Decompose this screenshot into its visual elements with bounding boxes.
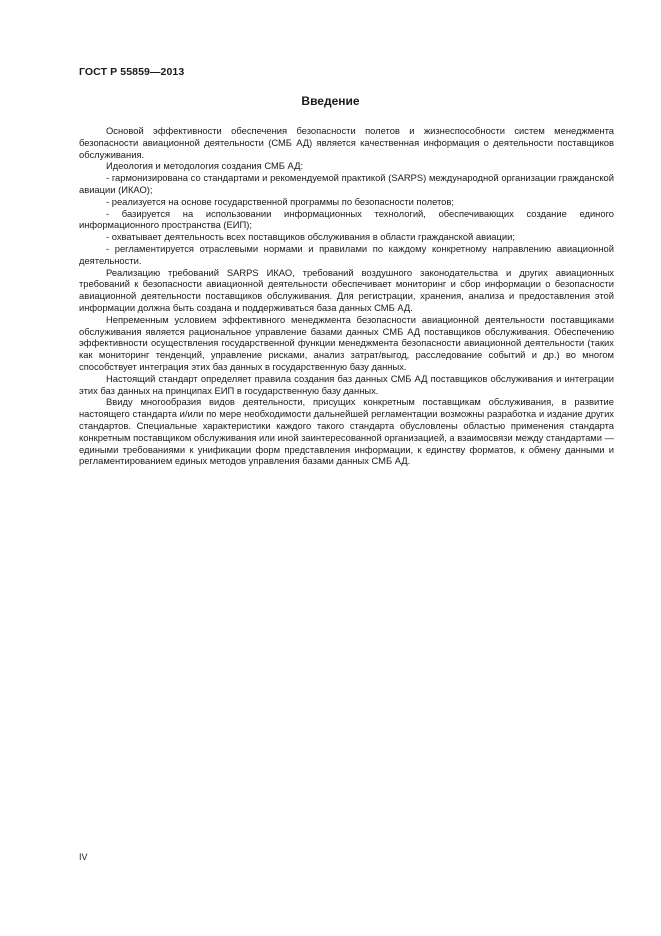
section-title: Введение	[301, 94, 360, 108]
paragraph-intro: Основой эффективности обеспечения безопасности полетов и жизнеспособности систем менеджмента безопасности авиационной деятельности (СМБ АД) является качественная информация о деятельности поставщиков обслуживания.	[79, 125, 614, 160]
paragraph-diversity: Ввиду многообразия видов деятельности, присущих конкретным поставщикам обслуживания, в развитие настоящего стандарта и/или по мере необходимости дальнейшей регламентации возможны разработка и издание других стандартов. Специальные характеристики каждого такого стандарта обусловлены областью применения стандарта конкретным поставщиком обслуживания или иной заинтересованной организацией, а взаимосвязи между стандартами — едиными требованиями к унификации форм представления информации, к единству форматов, к обмену данными и регламентированием единых методов управления базами данных СМБ АД.	[79, 396, 614, 467]
paragraph-ideology-heading: Идеология и методология создания СМБ АД:	[106, 160, 304, 172]
paragraph-management: Непременным условием эффективного менеджмента безопасности авиационной деятельности поставщиками обслуживания является рациональное управление базами данных СМБ АД поставщиков обслуживания. Обеспечению эффективности осуществления государственной функции менеджмента безопасности авиационной деятельности (таких как мониторинг тенденций, управление рисками, анализ затрат/выгод, расследование событий и др.) во многом способствует интеграция этих баз данных в государственную базу данных.	[79, 313, 614, 372]
paragraph-scope: Настоящий стандарт определяет правила создания баз данных СМБ АД поставщиков обслуживания и интеграции этих баз данных на принципах ЕИП в государственную базу данных.	[79, 372, 614, 396]
list-item: - охватывает деятельность всех поставщиков обслуживания в области гражданской авиации;	[106, 231, 515, 243]
body-text	[79, 125, 614, 467]
list-item: - базируется на использовании информационных технологий, обеспечивающих создание единого информационного пространства (ЕИП);	[79, 207, 614, 231]
list-item: - реализуется на основе государственной программы по безопасности полетов;	[106, 195, 454, 207]
document-header: ГОСТ Р 55859—2013	[79, 66, 185, 78]
list-item: - гармонизирована со стандартами и рекомендуемой практикой (SARPS) международной организации гражданской авиации (ИКАО);	[79, 172, 614, 195]
paragraph-sarps: Реализацию требований SARPS ИКАО, требований воздушного законодательства и других авиационных требований к безопасности авиационной деятельности обеспечивает мониторинг и сбор информации о безопасности авиационной деятельности поставщиков обслуживания. Для регистрации, хранения, анализа и предоставления этой информации должна быть создана и поддерживаться база данных СМБ АД.	[79, 266, 614, 313]
list-item: - регламентируется отраслевыми нормами и правилами по каждому конкретному направлению авиационной деятельности.	[79, 242, 614, 266]
page-number: IV	[79, 852, 88, 862]
